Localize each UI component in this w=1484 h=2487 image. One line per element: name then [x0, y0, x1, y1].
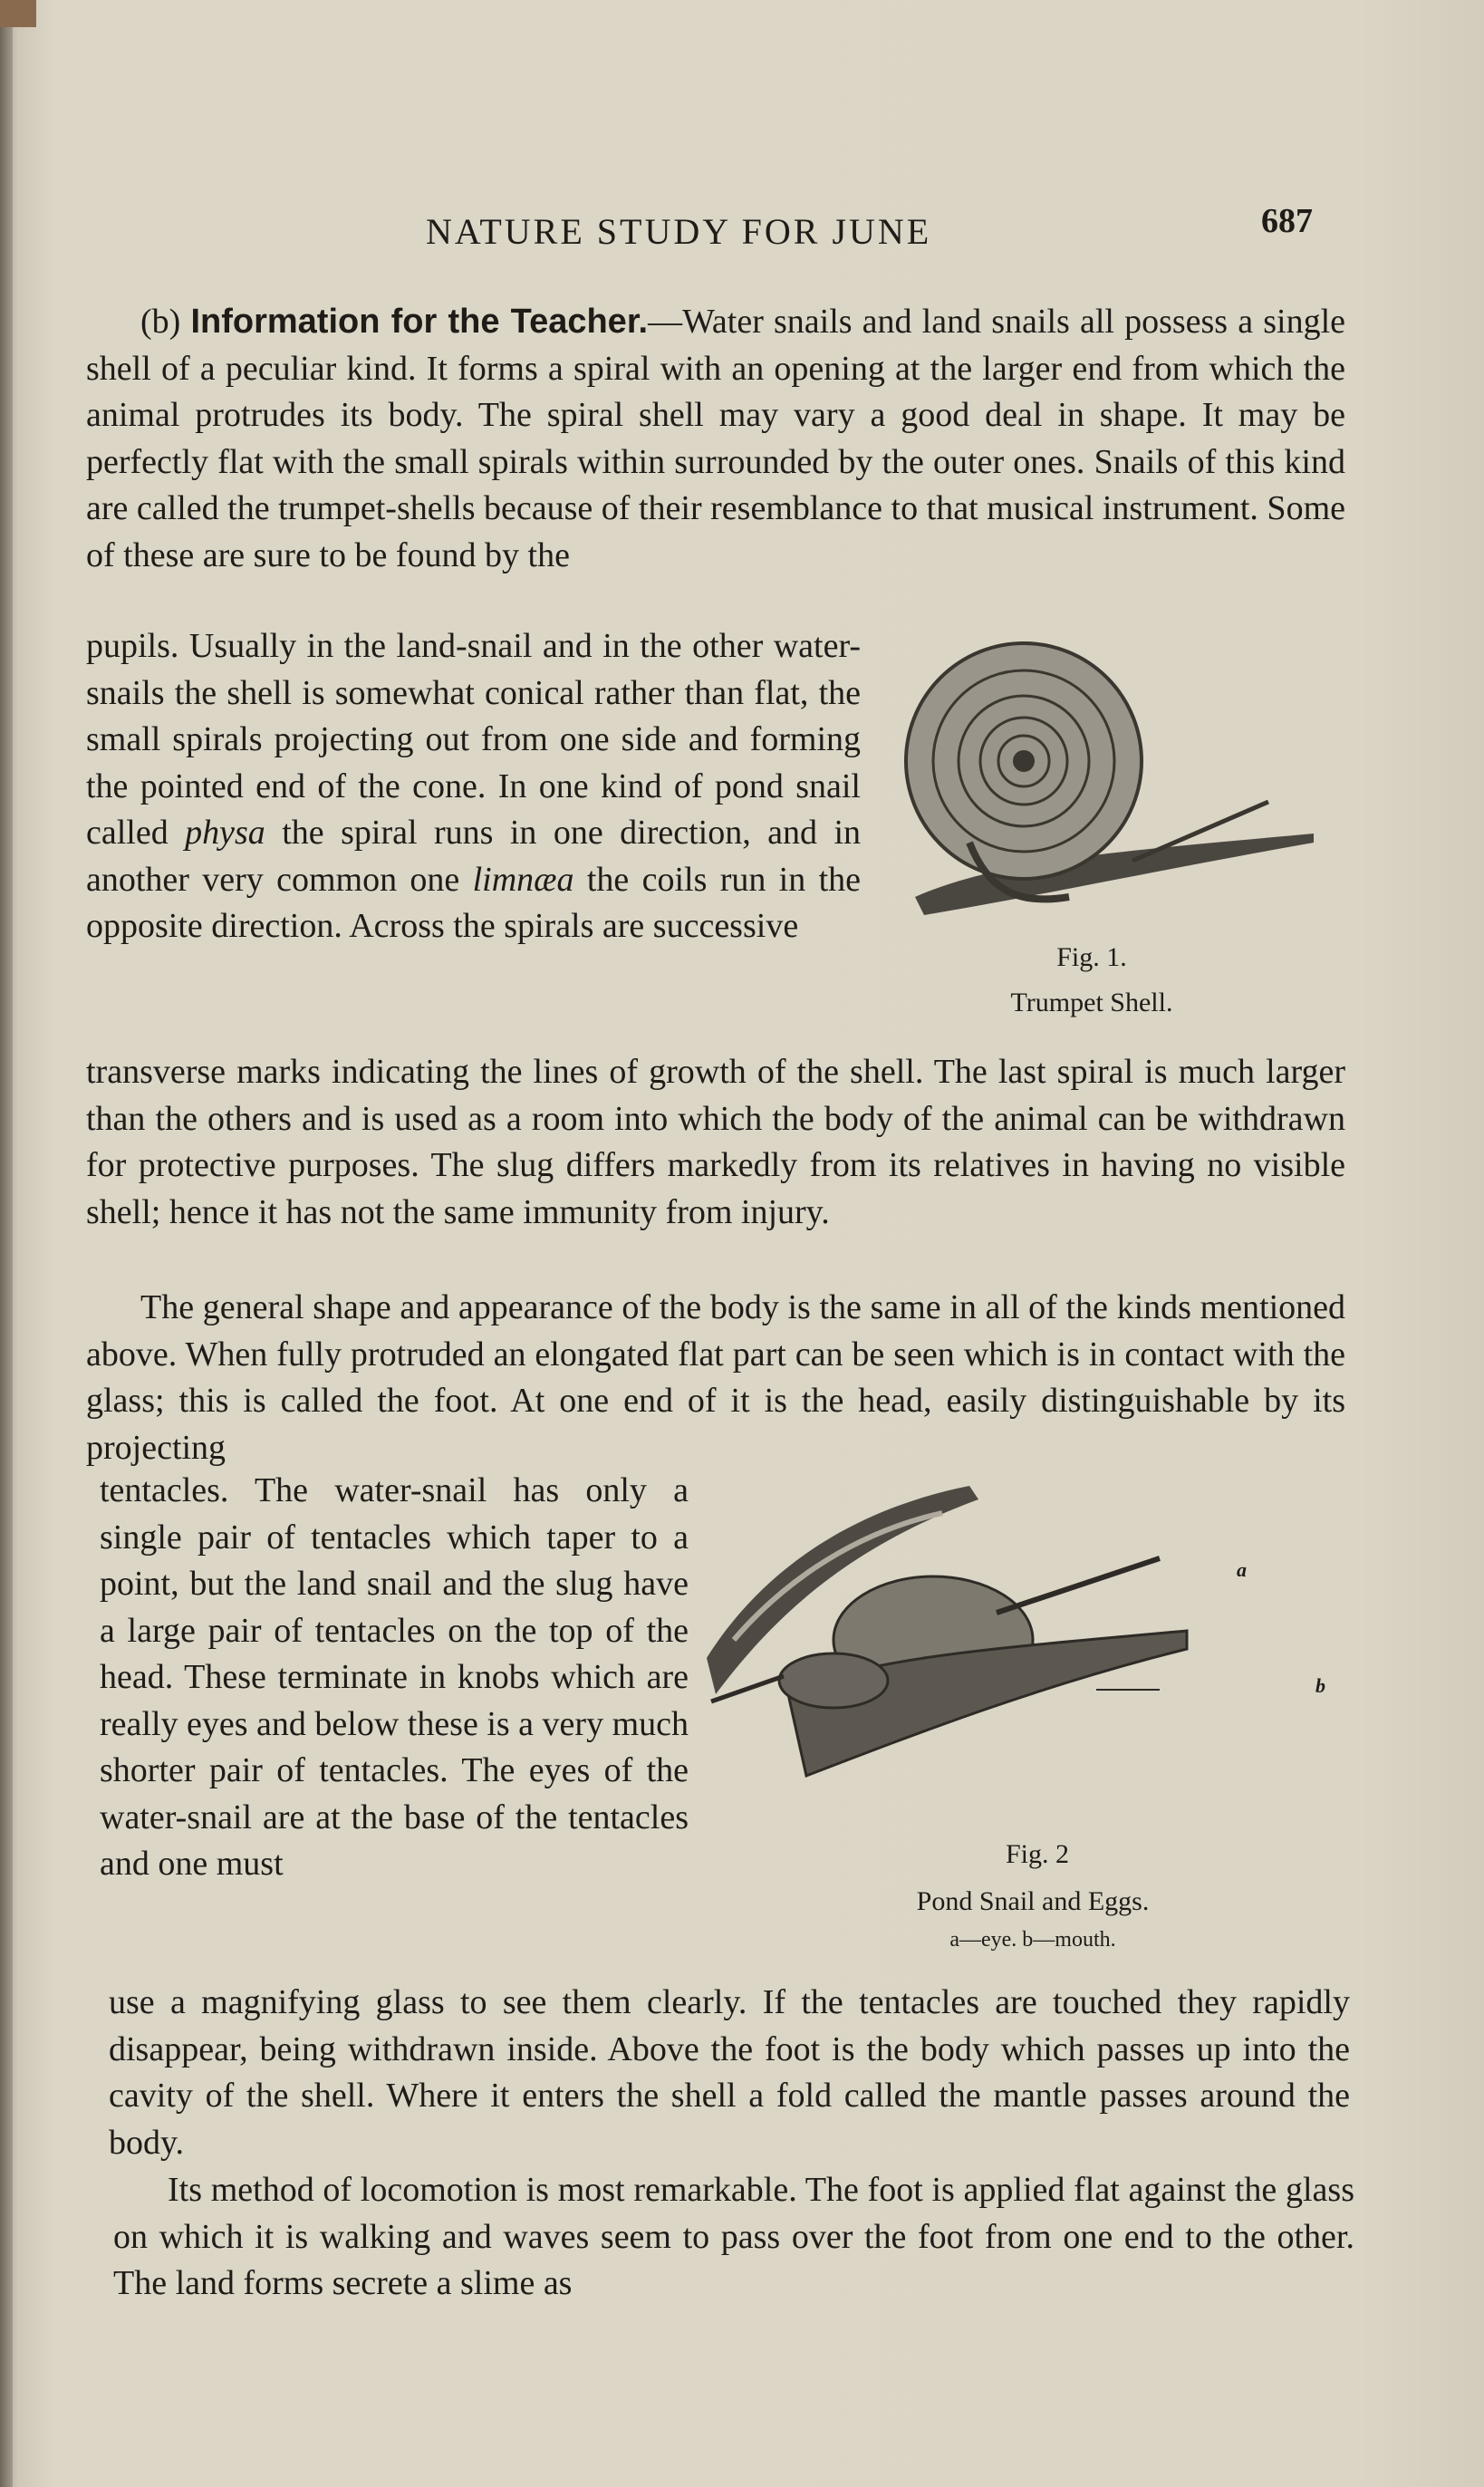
figure-1-trumpet-shell [888, 625, 1323, 942]
paragraph-1-column [86, 623, 861, 950]
running-header: NATURE STUDY FOR JUNE [426, 211, 932, 252]
paragraph-1-text: —Water snails and land snails all possess a single shell of a peculiar kind. It forms a spiral with an opening at the larger end from which the animal protrudes its body. The spiral shell may vary a good deal in shape. It may be perfectly flat with the small spirals within surrounded by the outer ones. Snails of this kind are called the trumpet-shells because of their resemblance to that musical instrument. Some of these are sure to be found by the [86, 303, 1346, 574]
paragraph-2-column: tentacles. The water-snail has only a single pair of tentacles which taper to a point, but the land snail and the slug have a large pair of tentacles on the top of the head. These terminate in knobs which are really eyes and below these is a very much shorter pair of tentacles. The eyes of the water-snail are at the base of the tentacles and one must [100, 1471, 689, 1883]
section-heading: Information for the Teacher. [190, 303, 649, 341]
paragraph-2-intro: The general shape and appearance of the body is the same in all of the kinds mentioned above. When fully protruded an elongated flat part can be seen which is in contact with the glass; this is called the foot. At one end of it is the head, easily distinguishable by its projecting [86, 1288, 1345, 1467]
figure-2-caption: Pond Snail and Eggs. [916, 1886, 1150, 1916]
term-physa: physa [185, 814, 265, 852]
paragraph-1-column-text-b: the spiral runs in one direction, and in another very common one [86, 814, 861, 899]
paragraph-1-continued: transverse marks indicating the lines of growth of the shell. The last spiral is much larger than the others and is used as a room into which the body of the animal can be withdrawn for protective purposes. The slug differs markedly from its relatives in having no visible shell; hence it has not the same immunity from injury. [86, 1053, 1345, 1231]
figure-1-number: Fig. 1. [1056, 942, 1127, 972]
cover-corner [0, 0, 36, 27]
paragraph-1-intro [86, 299, 1345, 579]
section-label: (b) [140, 303, 191, 341]
paragraph-1-column-text-a: pupils. Usually in the land-snail and in the other water-snails the shell is somewhat conical rather than flat, the small spirals projecting out from one side and forming the pointed end of the cone. In one kind of pond snail called [86, 627, 861, 852]
figure-2-label-b: b [1315, 1674, 1325, 1697]
book-spine [0, 0, 13, 2487]
page-number: 687 [1261, 202, 1313, 240]
paragraph-1-column-text-c: the coils run in the opposite direction. Across the spirals are successive [86, 860, 861, 945]
paragraph-3: Its method of locomotion is most remarkable. The foot is applied flat against the glass on which it is walking and waves seem to pass over the foot from one end to the other. The land forms secrete a slime as [113, 2171, 1354, 2302]
term-limnaea: limnæa [472, 860, 574, 899]
paragraph-2-continued: use a magnifying glass to see them clearly. If the tentacles are touched they rapidly disappear, being withdrawn inside. Above the foot is the body which passes up into the cavity of the shell. Where it enters the shell a fold called the mantle passes around the body. [109, 1983, 1350, 2162]
figure-2-number: Fig. 2 [1005, 1839, 1070, 1869]
figure-1-caption: Trumpet Shell. [1010, 988, 1173, 1017]
figure-2-pond-snail [698, 1477, 1359, 1839]
figure-2-label-a: a [1237, 1558, 1247, 1581]
figure-2-legend: a—eye. b—mouth. [949, 1928, 1116, 1952]
